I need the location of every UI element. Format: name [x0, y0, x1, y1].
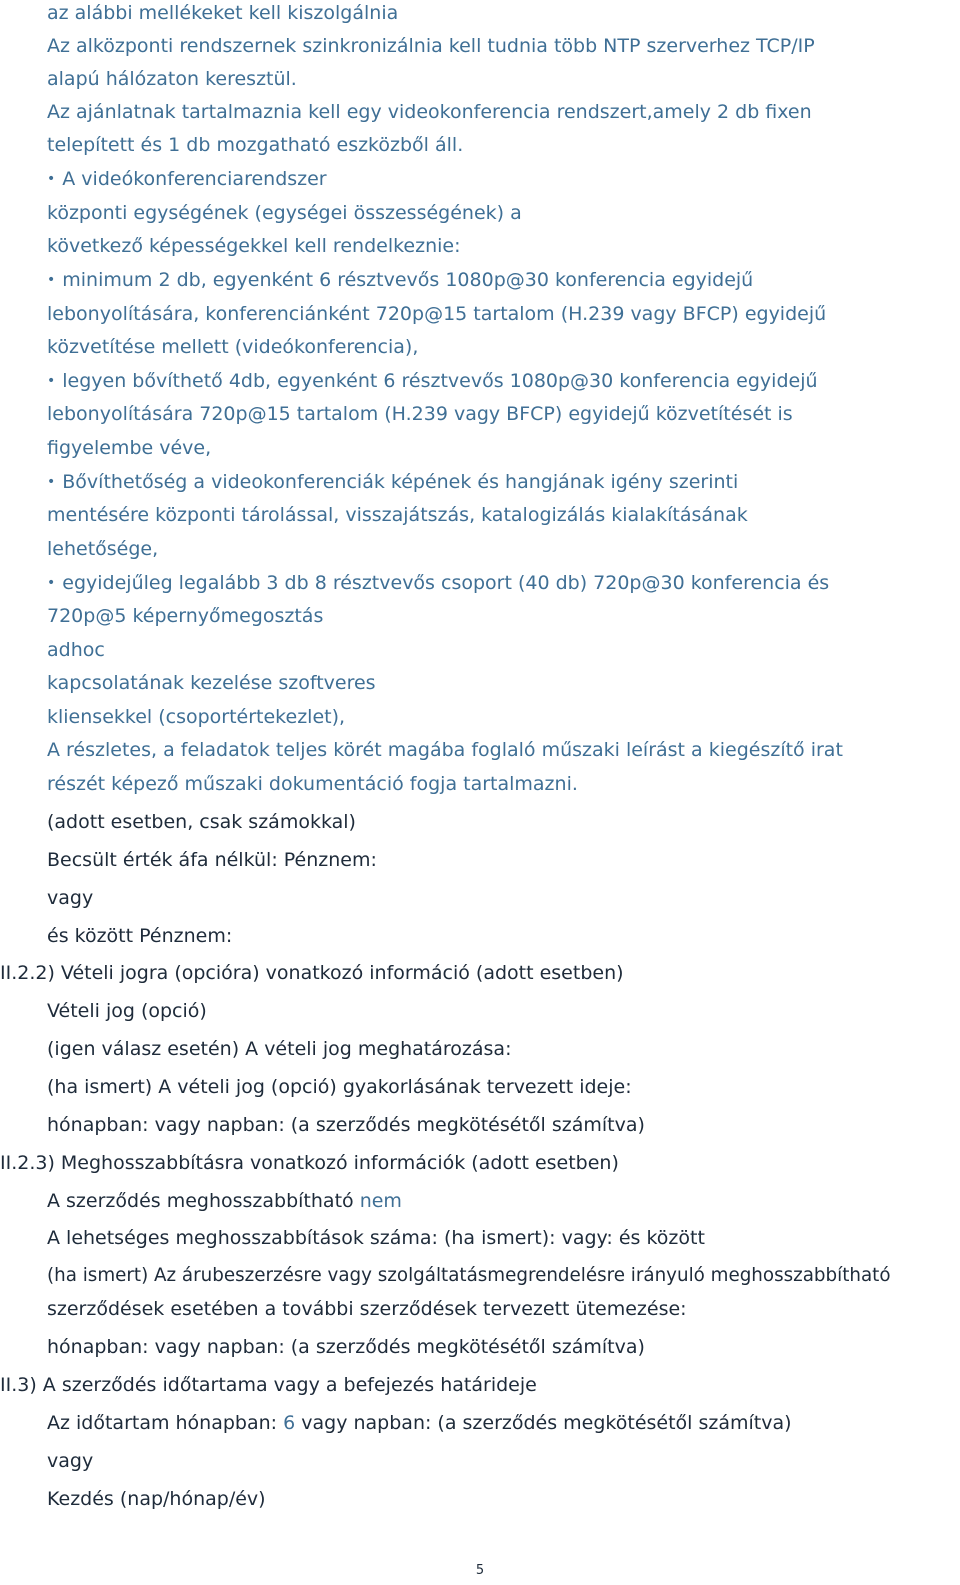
page-number: 5 — [475, 1563, 485, 1578]
section-line: hónapban: vagy napban: (a szerződés megkötésétől számítva) — [47, 1336, 645, 1358]
desc-line: közvetítése mellett (videókonferencia), — [47, 336, 419, 358]
duration-or: vagy — [47, 1450, 94, 1472]
desc-line: telepített és 1 db mozgatható eszközből áll. — [47, 134, 464, 156]
desc-line: mentésére központi tárolással, visszajátszás, katalogizálás kialakításának — [47, 504, 748, 526]
desc-line: lebonyolítására, konferenciánként 720p@15 tartalom (H.239 vagy BFCP) egyidejű — [47, 303, 827, 325]
duration-prefix: Az időtartam hónapban: — [47, 1412, 284, 1434]
desc-bullet-line: • A videókonferenciarendszer — [47, 166, 327, 194]
extendable-label: A szerződés meghosszabbítható — [47, 1190, 354, 1212]
section-line: hónapban: vagy napban: (a szerződés megkötésétől számítva) — [47, 1114, 645, 1136]
desc-line: lehetősége, — [47, 538, 159, 560]
section-line: szerződések esetében a további szerződések tervezett ütemezése: — [47, 1298, 687, 1320]
desc-line: kapcsolatának kezelése szoftveres — [47, 672, 376, 694]
desc-bullet-line: • Bővíthetőség a videokonferenciák képének és hangjának igény szerinti — [47, 469, 738, 497]
desc-line: adhoc — [47, 639, 105, 661]
desc-line: 720p@5 képernyőmegosztás — [47, 605, 324, 627]
value-or: vagy — [47, 887, 94, 909]
desc-bullet-line: • egyidejűleg legalább 3 db 8 résztvevős csoport (40 db) 720p@30 konferencia és — [47, 570, 829, 598]
desc-line: részét képező műszaki dokumentáció fogja tartalmazni. — [47, 773, 578, 795]
desc-line: lebonyolítására 720p@15 tartalom (H.239 vagy BFCP) egyidejű közvetítését is — [47, 403, 793, 425]
section-heading-2-2-3: II.2.3) Meghosszabbításra vonatkozó információk (adott esetben) — [0, 1152, 619, 1174]
desc-line: az alábbi mellékeket kell kiszolgálnia — [47, 2, 399, 24]
desc-line: Az ajánlatnak tartalmaznia kell egy videokonferencia rendszert,amely 2 db fixen — [47, 101, 812, 123]
desc-line: kliensekkel (csoportértekezlet), — [47, 706, 346, 728]
section-line: A lehetséges meghosszabbítások száma: (ha ismert): vagy: és között — [47, 1227, 705, 1249]
duration-suffix: vagy napban: (a szerződés megkötésétől számítva) — [295, 1412, 792, 1434]
desc-line: központi egységének (egységei összességének) a — [47, 202, 522, 224]
section-line: (ha ismert) A vételi jog (opció) gyakorlásának tervezett ideje: — [47, 1076, 632, 1098]
start-date-label: Kezdés (nap/hónap/év) — [47, 1488, 266, 1510]
value-note: (adott esetben, csak számokkal) — [47, 811, 356, 833]
desc-line: figyelembe véve, — [47, 437, 212, 459]
desc-line: Az alközponti rendszernek szinkronizálnia kell tudnia több NTP szerverhez TCP/IP — [47, 35, 815, 57]
desc-line: A részletes, a feladatok teljes körét magába foglaló műszaki leírást a kiegészítő irat — [47, 739, 843, 761]
section-heading-2-3: II.3) A szerződés időtartama vagy a befejezés határideje — [0, 1374, 537, 1396]
value-range-label: és között Pénznem: — [47, 925, 233, 947]
desc-line: következő képességekkel kell rendelkeznie: — [47, 235, 461, 257]
section-line: (igen válasz esetén) A vételi jog meghatározása: — [47, 1038, 512, 1060]
section-heading-2-2-2: II.2.2) Vételi jogra (opcióra) vonatkozó információ (adott esetben) — [0, 962, 624, 984]
duration-row — [47, 1410, 792, 1436]
estimated-value-label: Becsült érték áfa nélkül: Pénznem: — [47, 849, 377, 871]
extendable-row — [47, 1188, 402, 1214]
desc-line: alapú hálózaton keresztül. — [47, 68, 297, 90]
section-line: Vételi jog (opció) — [47, 1000, 207, 1022]
extendable-value: nem — [359, 1190, 402, 1212]
desc-bullet-line: • legyen bővíthető 4db, egyenként 6 résztvevős 1080p@30 konferencia egyidejű — [47, 368, 818, 396]
section-line: (ha ismert) Az árubeszerzésre vagy szolgáltatásmegrendelésre irányuló meghosszabbítható — [47, 1265, 891, 1286]
desc-bullet-line: • minimum 2 db, egyenként 6 résztvevős 1080p@30 konferencia egyidejű — [47, 267, 753, 295]
duration-value: 6 — [283, 1412, 296, 1434]
